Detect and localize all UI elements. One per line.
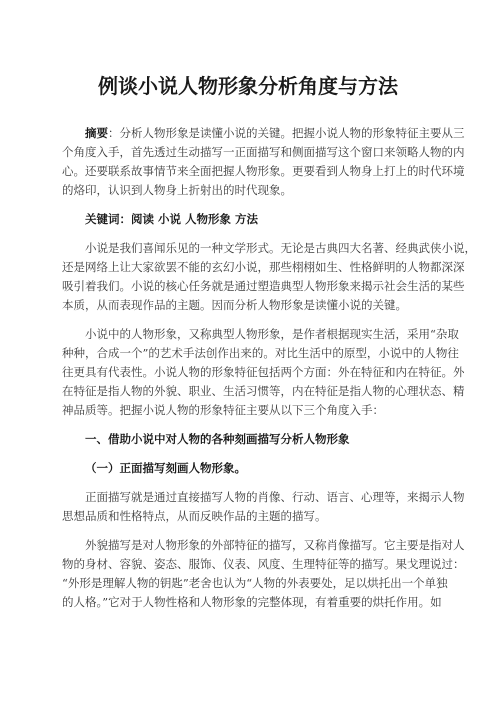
paragraph-line: 小说中的人物形象，又称典型人物形象，是作者根据现实生活，采用“杂取 (85, 327, 459, 341)
abstract-line: 的烙印，认识到人物身上折射出的时代现象。 (62, 183, 292, 197)
subsection-heading: （一）正面描写刻画人物形象。 (85, 461, 246, 475)
abstract-text: ：分析人物形象是读懂小说的关键。把握小说人物的形象特征主要从三 (108, 126, 465, 140)
document-body (62, 124, 476, 612)
keywords-line: 关键词：阅读 小说 人物形象 方法 (85, 212, 259, 226)
paragraph-line: 神品质等。把握小说人物的形象特征主要从以下三个角度入手： (62, 403, 384, 417)
paragraph-line: 种种，合成一个”的艺术手法创作出来的。对比生活中的原型，小说中的人物往 (62, 346, 459, 360)
paragraph-line: 还是网络上让大家欲罢不能的玄幻小说，那些栩栩如生、性格鲜明的人物都深深 (62, 260, 465, 274)
abstract-section (62, 124, 465, 200)
paragraph (62, 325, 465, 420)
paragraph-line: 物的身材、容貌、姿态、服饰、仪表、风度、生理特征等的描写。果戈理说过： (62, 557, 465, 571)
paragraph-line: 外貌描写是对人物形象的外部特征的描写，又称肖像描写。它主要是指对人 (85, 538, 465, 552)
paragraph (62, 536, 465, 612)
paragraph-line: 思想品质和性格特点，从而反映作品的主题的描写。 (62, 509, 327, 523)
paragraph-line: 正面描写就是通过直接描写人物的肖像、行动、语言、心理等，来揭示人物 (85, 490, 465, 504)
paragraph (62, 239, 476, 315)
paragraph-line: 吸引着我们。小说的核心任务就是通过塑造典型人物形象来揭示社会生活的某些 (62, 279, 465, 293)
abstract-line: 心。还要联系故事情节来全面把握人物形象。更要看到人物身上打上的时代环境 (62, 164, 465, 178)
paragraph-line: 在特征是指人物的外貌、职业、生活习惯等，内在特征是指人物的心理状态、精 (62, 384, 465, 398)
paragraph-line: 小说是我们喜闻乐见的一种文学形式。无论是古典四大名著、经典武侠小说， (85, 241, 476, 255)
abstract-line: 个角度入手，首先透过生动描写一正面描写和侧面描写这个窗口来领略人物的内 (62, 145, 465, 159)
paragraph-line: 本质，从而表现作品的主题。因而分析人物形象是读懂小说的关键。 (62, 298, 407, 312)
paragraph-line: 往更具有代表性。小说人物的形象特征包括两个方面：外在特征和内在特征。外 (62, 365, 465, 379)
section-heading: 一、借助小说中对人物的各种刻画描写分析人物形象 (85, 432, 350, 446)
paragraph-line: “外形是理解人物的钥匙”老舍也认为“人物的外表要处，足以烘托出一个单独 (62, 576, 448, 590)
abstract-label: 摘要 (85, 126, 108, 140)
paragraph (62, 488, 465, 526)
abstract-line (62, 124, 465, 143)
paragraph-line: 的人格。”它对于人物性格和人物形象的完整体现，有着重要的烘托作用。如 (62, 595, 442, 609)
document-title: 例谈小说人物形象分析角度与方法 (98, 74, 398, 98)
